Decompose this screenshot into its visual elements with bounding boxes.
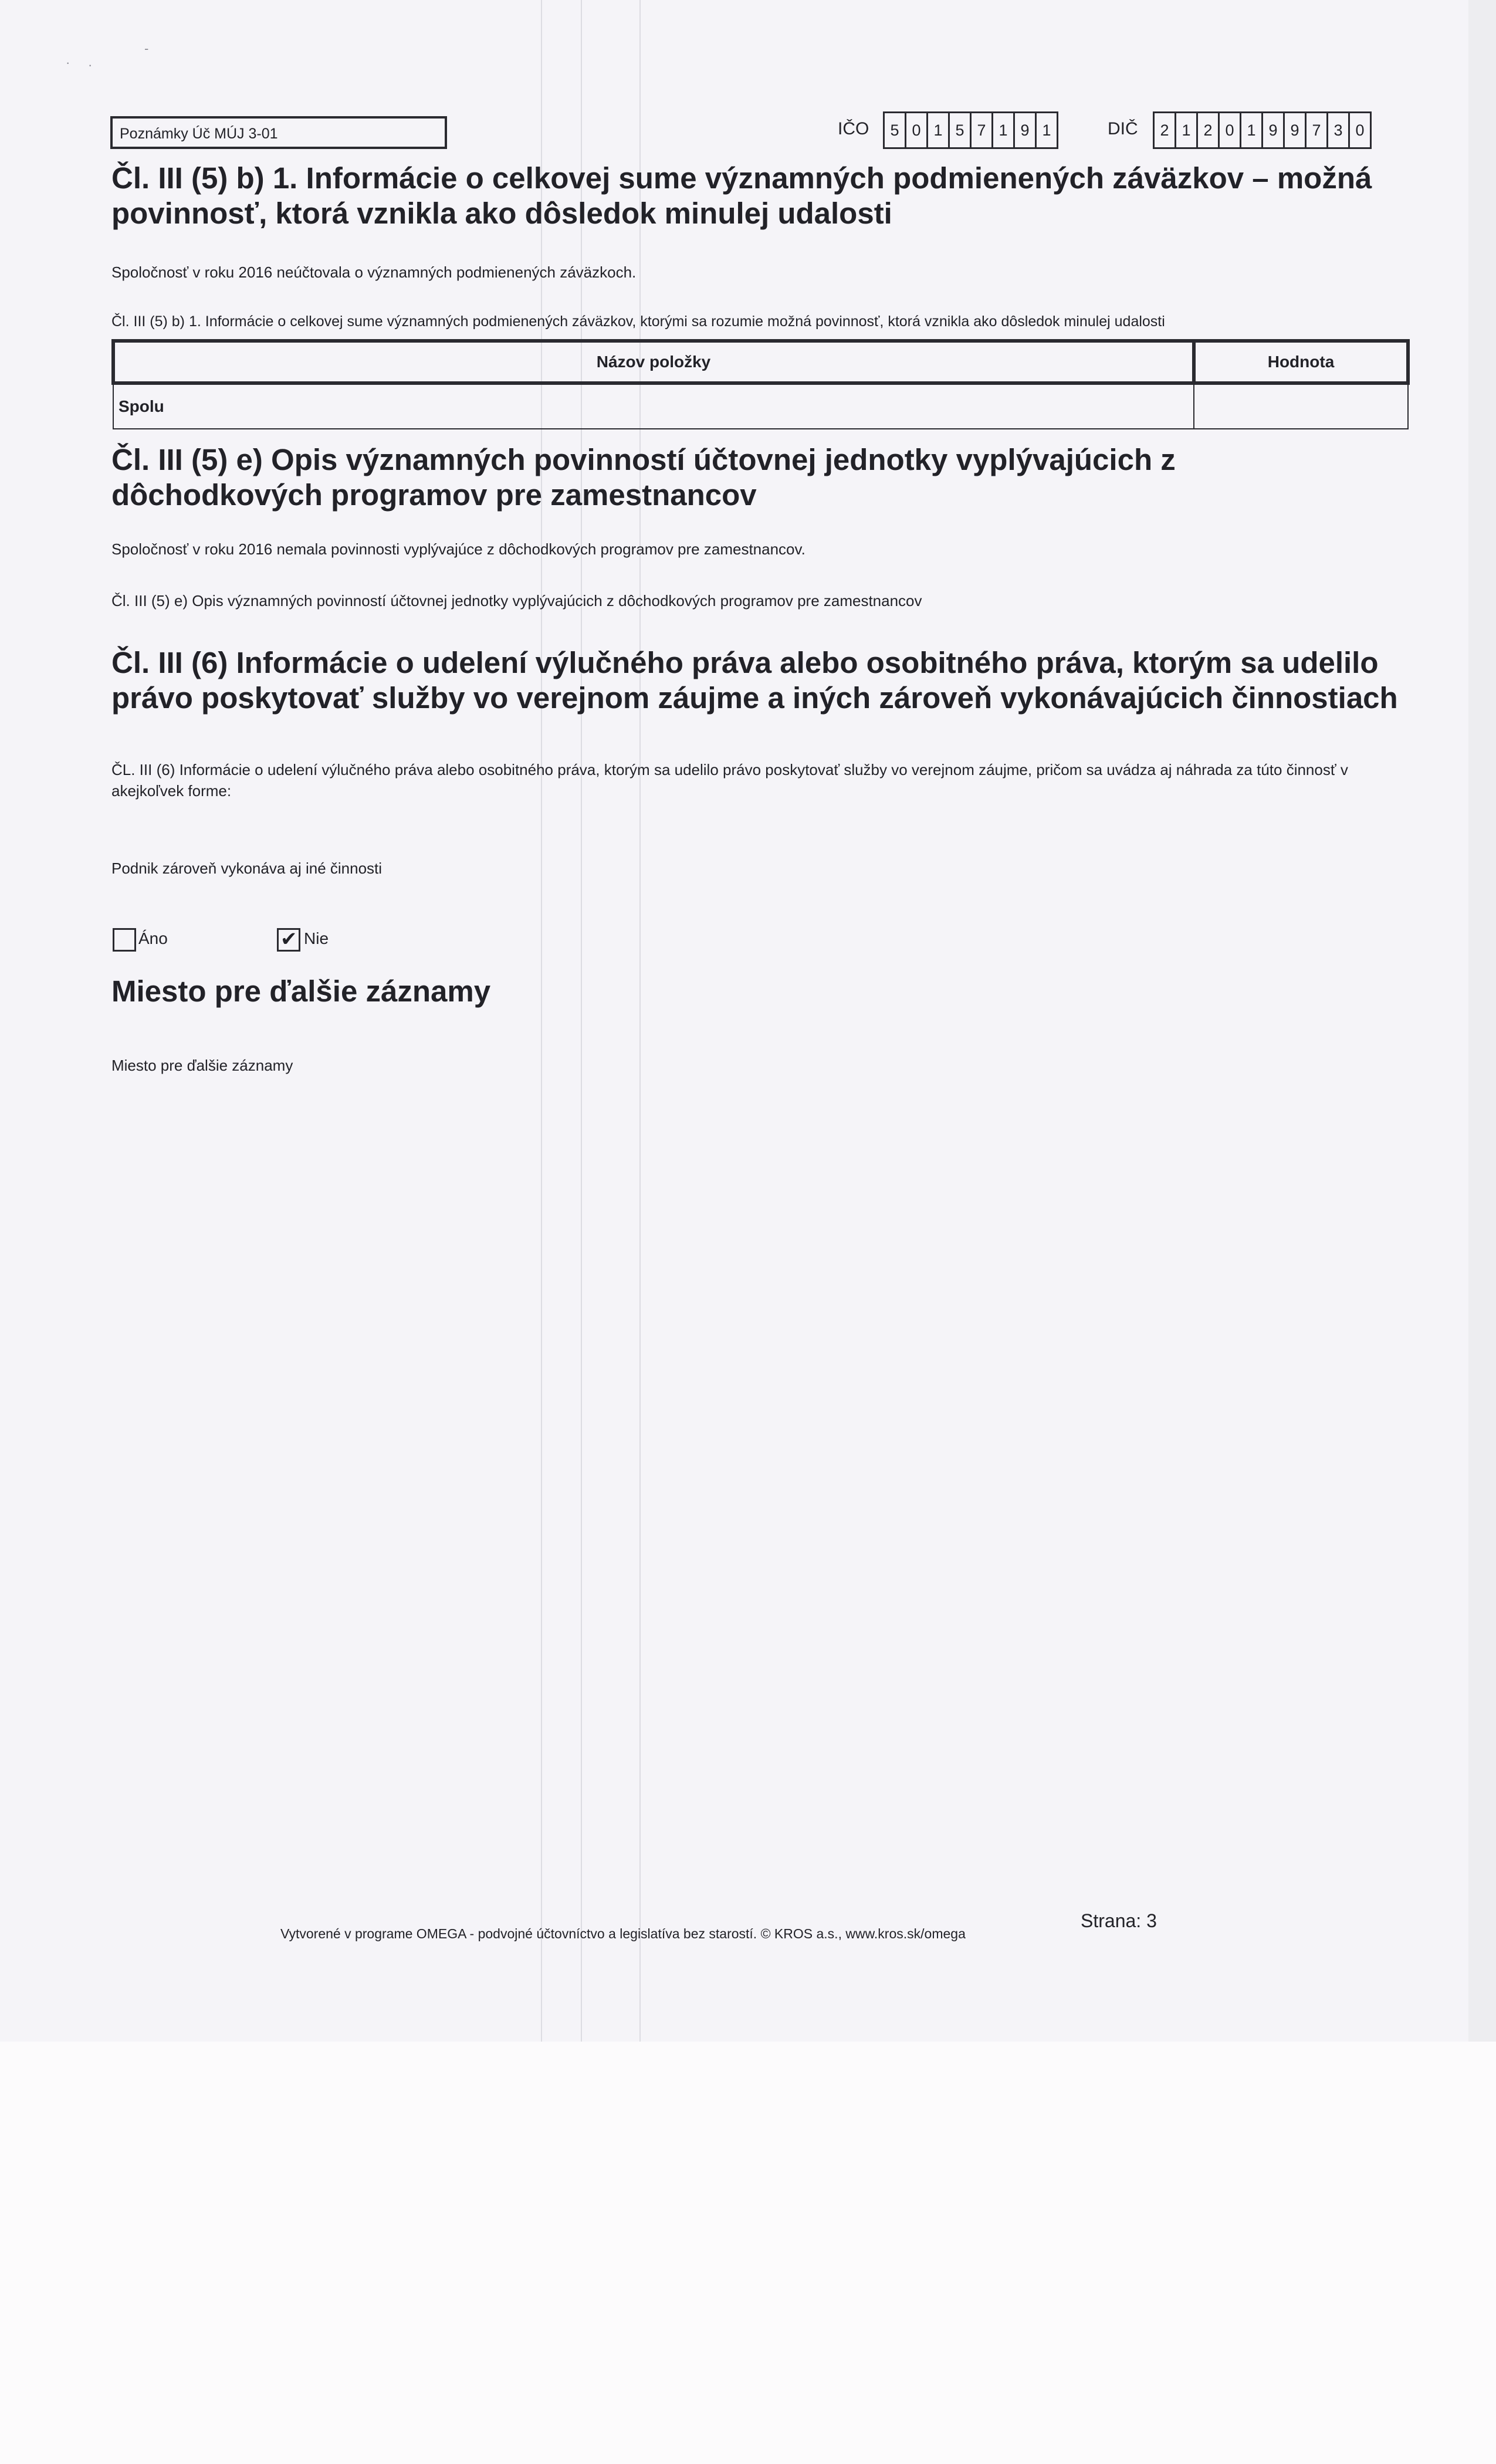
checkbox-nie-label: Nie [304, 929, 329, 947]
ico-digit-cell: 1 [991, 111, 1015, 149]
ico-digit-cell: 9 [1013, 111, 1037, 149]
section-heading-contingent-liabilities: Čl. III (5) b) 1. Informácie o celkovej sume významných podmienených záväzkov – možná povinnosť, ktorá vznikla ako dôsledok minulej udalosti [111, 161, 1372, 230]
checkbox-nie[interactable] [277, 928, 300, 952]
dic-label: DIČ [1108, 119, 1138, 138]
ico-digit-cell: 1 [1035, 111, 1058, 149]
column-header-value: Hodnota [1194, 341, 1408, 383]
ico-digit-cell: 7 [970, 111, 993, 149]
additional-notes-label: Miesto pre ďalšie záznamy [111, 1057, 293, 1074]
scan-artifact-line [639, 0, 641, 2042]
checkbox-ano[interactable] [113, 928, 136, 952]
other-activities-question: Podnik zároveň vykonáva aj iné činnosti [111, 859, 383, 877]
total-label-cell: Spolu [113, 383, 1194, 429]
section-heading-pension-obligations: Čl. III (5) e) Opis významných povinností účtovnej jednotky vyplývajúcich z dôchodkových programov pre zamestnancov [111, 443, 1176, 512]
dic-digit-cell: 7 [1305, 111, 1328, 149]
dic-digit-cell: 2 [1153, 111, 1176, 149]
dic-digit-cell: 9 [1283, 111, 1307, 149]
dic-digit-cell: 0 [1218, 111, 1241, 149]
footer-credit: Vytvorené v programe OMEGA - podvojné účtovníctvo a legislatíva bez starostí. © KROS a.s., www.kros.sk/omega [280, 1926, 966, 1941]
contingent-liabilities-table [111, 339, 1410, 429]
exclusive-rights-caption: ČL. III (6) Informácie o udelení výlučného práva alebo osobitného práva, ktorým sa udelilo právo poskytovať služby vo verejnom záujme, pričom sa uvádza aj náhrada za túto činnosť v akejkoľvek forme: [111, 761, 1348, 800]
scan-speck: - [144, 41, 149, 56]
dic-digit-cell: 1 [1175, 111, 1198, 149]
checkbox-ano-label: Áno [138, 929, 168, 947]
ico-digit-cell: 5 [883, 111, 906, 149]
ico-digit-cell: 0 [905, 111, 928, 149]
form-code-box: Poznámky Úč MÚJ 3-01 [110, 116, 447, 149]
dic-digit-cell: 0 [1348, 111, 1372, 149]
column-header-item-name: Názov položky [113, 341, 1194, 383]
contingent-liabilities-statement: Spoločnosť v roku 2016 neúčtovala o významných podmienených záväzkoch. [111, 263, 637, 281]
dic-digit-cell: 2 [1196, 111, 1220, 149]
scan-speck: · [88, 57, 93, 72]
ico-label: IČO [838, 119, 869, 138]
table-header-row [113, 341, 1408, 383]
contingent-liabilities-table-caption: Čl. III (5) b) 1. Informácie o celkovej sume významných podmienených záväzkov, ktorými sa rozumie možná povinnosť, ktorá vznikla ako dôsledok minulej udalosti [111, 313, 1165, 330]
dic-digit-cell: 9 [1261, 111, 1285, 149]
table-row [113, 383, 1408, 429]
dic-digit-cell: 3 [1326, 111, 1350, 149]
dic-digit-cell: 1 [1240, 111, 1263, 149]
scan-speck: · [66, 55, 70, 70]
ico-digit-cell: 1 [926, 111, 950, 149]
section-heading-additional-notes: Miesto pre ďalšie záznamy [111, 974, 491, 1008]
total-value-cell [1194, 383, 1408, 429]
checkmark-icon: ✔ [280, 928, 297, 950]
pension-obligations-caption: Čl. III (5) e) Opis významných povinností účtovnej jednotky vyplývajúcich z dôchodkových programov pre zamestnancov [111, 592, 922, 610]
scan-artifact-line [581, 0, 582, 2042]
pension-obligations-statement: Spoločnosť v roku 2016 nemala povinnosti vyplývajúce z dôchodkových programov pre zamestnancov. [111, 540, 805, 558]
ico-cells [885, 111, 1058, 149]
dic-cells [1155, 111, 1372, 149]
page-edge [1468, 0, 1496, 2042]
page-number: Strana: 3 [1081, 1910, 1157, 1931]
scan-artifact-line [541, 0, 542, 2042]
section-heading-exclusive-rights: Čl. III (6) Informácie o udelení výlučného práva alebo osobitného práva, ktorým sa udelilo právo poskytovať služby vo verejnom záujme a iných zároveň vykonávajúcich činnostiach [111, 646, 1398, 715]
ico-digit-cell: 5 [948, 111, 972, 149]
